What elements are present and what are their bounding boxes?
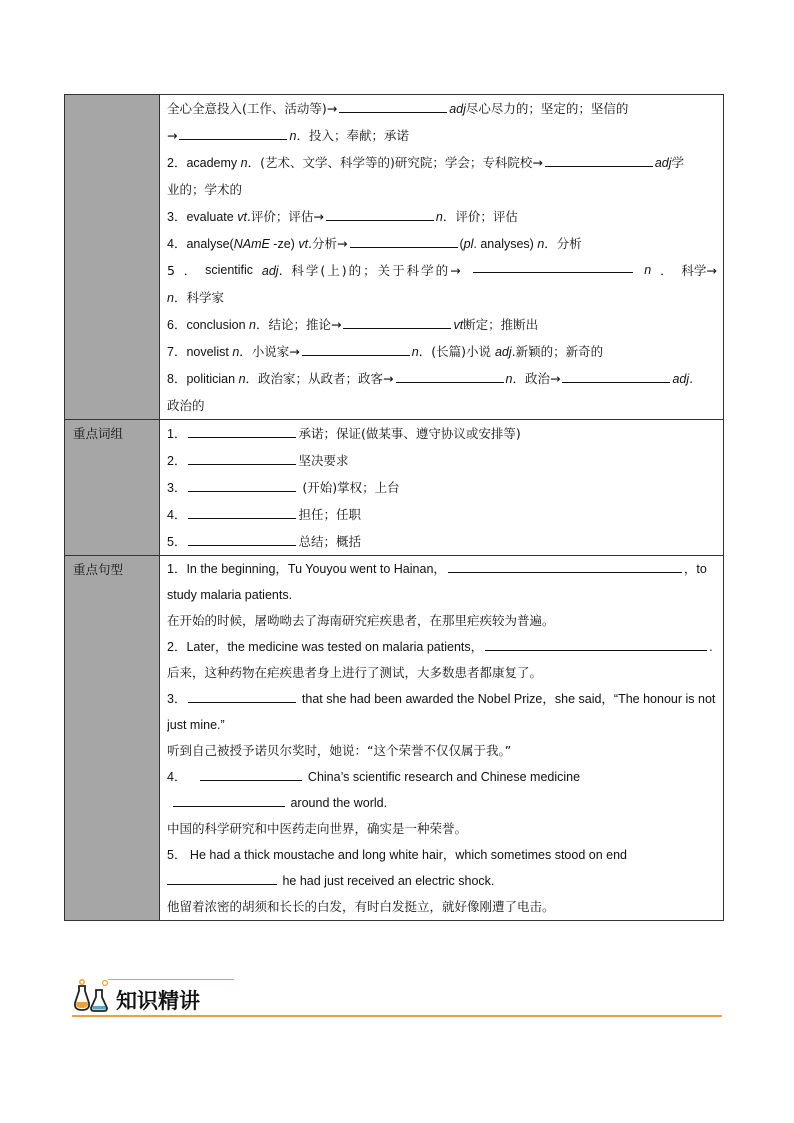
answer-blank[interactable] bbox=[188, 422, 296, 438]
vocab-text: 断定；推断出 bbox=[463, 317, 539, 332]
vocab-text: .分析→ bbox=[308, 236, 348, 251]
vocab-text: 4．analyse( bbox=[167, 237, 234, 251]
pos-tag: n bbox=[167, 291, 174, 305]
sentence-text: China’s scientific research and Chinese medicine bbox=[304, 770, 581, 784]
vocab-line bbox=[167, 149, 717, 176]
section-heading-title: 知识精讲 bbox=[116, 989, 200, 1013]
vocab-text: ．投入；奉献；承诺 bbox=[296, 128, 409, 143]
phrase-line bbox=[167, 474, 717, 501]
vocab-text: 2．academy bbox=[167, 156, 241, 170]
pos-tag: n bbox=[505, 372, 513, 386]
sentence-text: 1．In the beginning，Tu Youyou went to Hainan， bbox=[167, 562, 446, 576]
sentence-line: study malaria patients. bbox=[167, 588, 293, 602]
answer-blank[interactable] bbox=[188, 687, 296, 703]
vocab-text: → bbox=[167, 128, 178, 143]
vocab-text: ．结论；推论→ bbox=[255, 317, 342, 332]
sentence-line bbox=[167, 868, 717, 894]
vocab-text: . bbox=[689, 371, 694, 386]
vocab-text: scientific bbox=[205, 263, 254, 277]
pos-tag: n bbox=[289, 129, 297, 143]
pos-tag: vt bbox=[298, 237, 309, 251]
answer-blank[interactable] bbox=[545, 151, 653, 167]
vocab-text: 科学→ bbox=[681, 263, 717, 278]
sentence-text: he had just received an electric shock. bbox=[279, 874, 495, 888]
sentence-translation: 他留着浓密的胡须和长长的白发，有时白发挺立，就好像刚遭了电击。 bbox=[167, 899, 555, 914]
answer-blank[interactable] bbox=[302, 340, 410, 356]
answer-blank[interactable] bbox=[339, 97, 447, 113]
vocab-text: . analyses) bbox=[473, 237, 538, 251]
vocab-text: ．分析 bbox=[544, 236, 582, 251]
vocab-text: 7．novelist bbox=[167, 345, 233, 359]
pos-tag: n bbox=[435, 210, 443, 224]
flask-icon bbox=[72, 977, 112, 1015]
sentence-line bbox=[167, 556, 717, 582]
vocab-text: ．小说家→ bbox=[239, 344, 300, 359]
pos-tag: adj bbox=[654, 156, 672, 170]
vocab-text: -ze) bbox=[269, 237, 299, 251]
answer-blank[interactable] bbox=[343, 313, 451, 329]
sentence-text: 4． bbox=[167, 770, 187, 784]
vocab-line bbox=[167, 203, 717, 230]
sentence-line bbox=[167, 790, 717, 816]
sentence-text: that she had been awarded the Nobel Prize，she said，“The honour is not bbox=[298, 692, 716, 706]
phrase-meaning: (开始)掌权；上台 bbox=[298, 480, 400, 495]
answer-blank[interactable] bbox=[188, 503, 296, 519]
sentences-row bbox=[65, 556, 724, 921]
item-number: 3． bbox=[167, 481, 187, 495]
phrases-row bbox=[65, 420, 724, 556]
vocab-text: 6．conclusion bbox=[167, 318, 249, 332]
pos-tag: n bbox=[411, 345, 419, 359]
phrase-line bbox=[167, 420, 717, 447]
heading-bottom-rule bbox=[72, 1015, 722, 1017]
vocab-text: 尽心尽力的；坚定的；坚信的 bbox=[465, 101, 629, 116]
sentence-text: . bbox=[709, 640, 713, 654]
pos-tag: n bbox=[240, 156, 248, 170]
item-number: 1． bbox=[167, 427, 187, 441]
vocab-line bbox=[167, 122, 717, 149]
vocab-row bbox=[65, 95, 724, 420]
phrase-line bbox=[167, 528, 717, 555]
sentence-translation: 后来，这种药物在疟疾患者身上进行了测试，大多数患者都康复了。 bbox=[167, 665, 543, 680]
phrase-line bbox=[167, 501, 717, 528]
sentence-translation: 听到自己被授予诺贝尔奖时，她说：“这个荣誉不仅仅属于我。” bbox=[167, 743, 512, 758]
vocab-text: ． bbox=[183, 263, 197, 278]
item-number: 4． bbox=[167, 508, 187, 522]
answer-blank[interactable] bbox=[173, 791, 285, 807]
pos-tag: NAmE bbox=[233, 237, 270, 251]
vocab-text: 5 bbox=[167, 263, 175, 278]
answer-blank[interactable] bbox=[326, 205, 434, 221]
vocab-text: 全心全意投入(工作、活动等)→ bbox=[167, 101, 338, 116]
heading-top-rule bbox=[108, 979, 234, 980]
sentence-text: 3． bbox=[167, 692, 187, 706]
item-number: 5． bbox=[167, 535, 187, 549]
sentence-line: 5． He had a thick moustache and long white hair，which sometimes stood on end bbox=[167, 848, 627, 862]
sentence-text: 2．Later，the medicine was tested on malaria patients， bbox=[167, 640, 484, 654]
section-heading bbox=[72, 975, 722, 1017]
vocab-text: ．科学家 bbox=[173, 290, 224, 305]
vocab-text: ．(艺术、文学、科学等的)研究院；学会；专科院校→ bbox=[247, 155, 543, 170]
vocab-text: ．政治家；从政者；政客→ bbox=[245, 371, 394, 386]
pos-tag: n bbox=[232, 345, 240, 359]
answer-blank[interactable] bbox=[188, 476, 296, 492]
sentence-text: around the world. bbox=[287, 796, 388, 810]
vocab-text: ( bbox=[459, 237, 464, 251]
answer-blank[interactable] bbox=[448, 557, 682, 573]
answer-blank[interactable] bbox=[188, 449, 296, 465]
vocab-line bbox=[167, 284, 717, 311]
pos-tag: n bbox=[249, 318, 256, 332]
vocab-line bbox=[167, 95, 717, 122]
sentences-content-cell bbox=[160, 556, 724, 921]
sentence-line bbox=[167, 634, 717, 660]
answer-blank[interactable] bbox=[200, 765, 302, 781]
sentence-text: ，to bbox=[683, 562, 707, 576]
answer-blank[interactable] bbox=[350, 232, 458, 248]
vocab-content-cell bbox=[160, 95, 724, 420]
worksheet-table bbox=[64, 94, 724, 921]
answer-blank[interactable] bbox=[562, 367, 670, 383]
vocab-line bbox=[167, 338, 717, 365]
vocab-text: ．评价；评估 bbox=[442, 209, 518, 224]
vocab-text: .评价；评估→ bbox=[246, 209, 324, 224]
phrase-meaning: 坚决要求 bbox=[298, 453, 349, 468]
phrase-meaning: 担任；任职 bbox=[298, 507, 361, 522]
phrase-meaning: 承诺；保证(做某事、遵守协议或安排等) bbox=[298, 426, 521, 441]
vocab-line bbox=[167, 257, 717, 284]
vocab-text: . bbox=[278, 263, 283, 278]
vocab-text: 科学(上)的；关于科学的→ bbox=[291, 263, 463, 278]
vocab-text: ．政治→ bbox=[512, 371, 561, 386]
pos-tag: vt bbox=[453, 318, 464, 332]
vocab-text: 3．evaluate bbox=[167, 210, 238, 224]
vocab-line bbox=[167, 230, 717, 257]
phrase-meaning: 总结；概括 bbox=[298, 534, 361, 549]
sentence-translation: 在开始的时候，屠呦呦去了海南研究疟疾患者，在那里疟疾较为普遍。 bbox=[167, 613, 555, 628]
vocab-line: 政治的 bbox=[167, 398, 205, 413]
phrases-content-cell bbox=[160, 420, 724, 556]
answer-blank[interactable] bbox=[396, 367, 504, 383]
pos-tag: n bbox=[644, 263, 652, 277]
phrases-label: 重点词组 bbox=[65, 420, 160, 556]
answer-blank[interactable] bbox=[485, 635, 707, 651]
answer-blank[interactable] bbox=[188, 530, 296, 546]
answer-blank[interactable] bbox=[473, 257, 633, 273]
pos-tag: adj bbox=[672, 372, 690, 386]
pos-tag: n bbox=[238, 372, 246, 386]
pos-tag: adj bbox=[261, 264, 279, 278]
pos-tag: pl bbox=[463, 237, 474, 251]
pos-tag: adj bbox=[449, 102, 466, 116]
vocab-text: 学 bbox=[671, 155, 685, 170]
pos-tag: vt bbox=[237, 210, 247, 224]
sentence-line bbox=[167, 686, 717, 712]
sentence-line: just mine.” bbox=[167, 718, 225, 732]
sentence-line bbox=[167, 764, 717, 790]
answer-blank[interactable] bbox=[167, 869, 277, 885]
vocab-line bbox=[167, 365, 717, 392]
vocab-label-cell bbox=[65, 95, 160, 420]
vocab-text: .新颖的；新奇的 bbox=[511, 344, 604, 359]
sentences-label: 重点句型 bbox=[65, 556, 160, 921]
pos-tag: n bbox=[537, 237, 545, 251]
sentence-translation: 中国的科学研究和中医药走向世界，确实是一种荣誉。 bbox=[167, 821, 468, 836]
vocab-text: ． bbox=[660, 263, 673, 278]
vocab-line: 业的；学术的 bbox=[167, 182, 243, 197]
vocab-text: 8．politician bbox=[167, 372, 239, 386]
vocab-text: ．(长篇)小说 bbox=[418, 344, 495, 359]
phrase-line bbox=[167, 447, 717, 474]
pos-tag: adj bbox=[494, 345, 512, 359]
answer-blank[interactable] bbox=[179, 124, 287, 140]
vocab-line bbox=[167, 311, 717, 338]
item-number: 2． bbox=[167, 454, 187, 468]
